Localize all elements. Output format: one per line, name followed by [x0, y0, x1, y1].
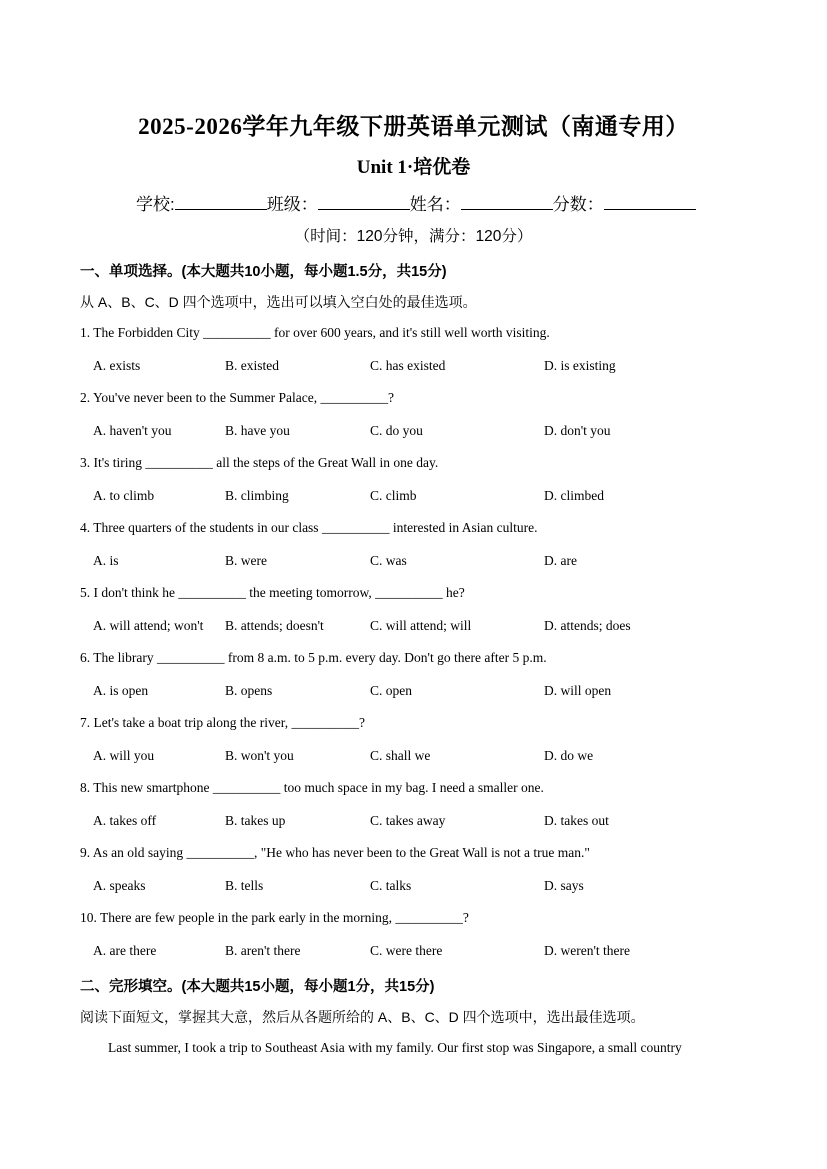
question-option: A. is open — [93, 683, 149, 698]
question-stem: 10. There are few people in the park early in the morning, __________? — [80, 910, 469, 925]
question-option: B. aren't there — [225, 943, 301, 958]
question-stem: 6. The library __________ from 8 a.m. to 5 p.m. every day. Don't go there after 5 p.m. — [80, 650, 547, 665]
question-stem: 8. This new smartphone __________ too much space in my bag. I need a smaller one. — [80, 780, 544, 795]
question-option: D. don't you — [544, 423, 611, 438]
question-option: D. is existing — [544, 358, 616, 373]
question-option: B. won't you — [225, 748, 294, 763]
student-info-line — [136, 190, 696, 215]
question-option: B. takes up — [225, 813, 286, 828]
question-stem: 3. It's tiring __________ all the steps of the Great Wall in one day. — [80, 455, 439, 470]
section2-heading: 二、完形填空。(本大题共15小题，每小题1分，共15分) — [80, 979, 435, 995]
question-option: C. will attend; will — [370, 618, 472, 633]
section2-instruction: 阅读下面短文，掌握其大意，然后从各题所给的 A、B、C、D 四个选项中，选出最佳选项。 — [80, 1009, 645, 1025]
question-option: A. will you — [93, 748, 155, 763]
question-option: C. shall we — [370, 748, 431, 763]
question-option: D. weren't there — [544, 943, 631, 958]
question-option: C. talks — [370, 878, 412, 893]
question-option: B. have you — [225, 423, 290, 438]
question-option: C. open — [370, 683, 412, 698]
question-stem: 9. As an old saying __________, "He who has never been to the Great Wall is not a true man." — [80, 845, 590, 860]
question-stem: 7. Let's take a boat trip along the river, __________? — [80, 715, 365, 730]
class-label: 班级： — [266, 195, 318, 214]
question-option: D. will open — [544, 683, 612, 698]
question-stem: 1. The Forbidden City __________ for over 600 years, and it's still well worth visiting. — [80, 325, 550, 340]
question-option: D. attends; does — [544, 618, 631, 633]
question-option: C. was — [370, 553, 407, 568]
question-option: A. exists — [93, 358, 141, 373]
question-option: C. has existed — [370, 358, 446, 373]
question-stem: 5. I don't think he __________ the meeting tomorrow, __________ he? — [80, 585, 465, 600]
time-info: （时间：120分钟，满分：120分） — [294, 228, 533, 245]
question-option: C. takes away — [370, 813, 446, 828]
question-option: A. haven't you — [93, 423, 172, 438]
question-option: A. will attend; won't — [93, 618, 204, 633]
question-option: A. takes off — [93, 813, 157, 828]
question-option: B. were — [225, 553, 267, 568]
page-title: 2025-2026学年九年级下册英语单元测试（南通专用） — [138, 114, 689, 139]
school-blank — [175, 193, 267, 210]
question-option: B. opens — [225, 683, 273, 698]
question-option: B. existed — [225, 358, 279, 373]
score-label: 分数： — [552, 195, 604, 214]
school-label: 学校: — [136, 195, 175, 214]
question-option: A. are there — [93, 943, 157, 958]
question-option: B. tells — [225, 878, 264, 893]
question-stem: 4. Three quarters of the students in our class __________ interested in Asian culture. — [80, 520, 538, 535]
question-option: A. speaks — [93, 878, 146, 893]
question-option: A. to climb — [93, 488, 155, 503]
question-option: D. do we — [544, 748, 594, 763]
name-label: 姓名： — [409, 195, 461, 214]
question-option: D. climbed — [544, 488, 604, 503]
question-stem: 2. You've never been to the Summer Palace, __________? — [80, 390, 394, 405]
question-option: B. attends; doesn't — [225, 618, 324, 633]
name-blank — [461, 193, 553, 210]
question-option: D. are — [544, 553, 577, 568]
question-option: D. takes out — [544, 813, 609, 828]
question-option: C. do you — [370, 423, 423, 438]
question-option: B. climbing — [225, 488, 289, 503]
question-option: C. were there — [370, 943, 443, 958]
question-option: C. climb — [370, 488, 417, 503]
class-blank — [318, 193, 410, 210]
question-option: A. is — [93, 553, 119, 568]
page-subtitle: Unit 1·培优卷 — [356, 157, 471, 178]
section1-instruction: 从 A、B、C、D 四个选项中，选出可以填入空白处的最佳选项。 — [80, 294, 477, 310]
passage-paragraph: Last summer, I took a trip to Southeast Asia with my family. Our first stop was Singapore, a small country — [108, 1040, 682, 1055]
score-blank — [604, 193, 696, 210]
question-option: D. says — [544, 878, 584, 893]
section1-heading: 一、单项选择。(本大题共10小题，每小题1.5分，共15分) — [80, 264, 447, 280]
